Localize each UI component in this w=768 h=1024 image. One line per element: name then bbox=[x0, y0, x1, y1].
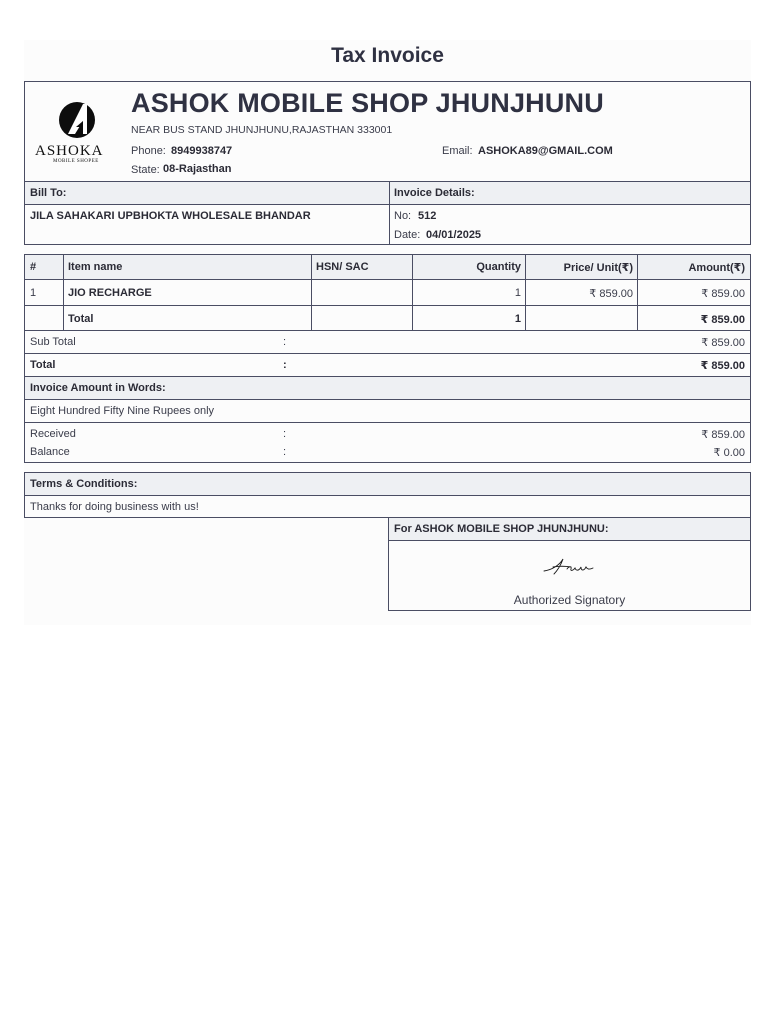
items-table bbox=[24, 254, 751, 331]
column-header: Amount(₹) bbox=[688, 262, 745, 274]
total-row-amount: ₹ 859.00 bbox=[700, 314, 745, 326]
column-header: Price/ Unit(₹) bbox=[563, 262, 633, 274]
subtotal-value: ₹ 859.00 bbox=[701, 337, 745, 349]
total-colon: : bbox=[283, 359, 287, 371]
shop-name: ASHOK MOBILE SHOP JHUNJHUNU bbox=[131, 88, 604, 118]
shop-header bbox=[24, 81, 751, 182]
balance-colon: : bbox=[283, 446, 287, 458]
received-label: Received bbox=[30, 428, 76, 440]
invoice-page bbox=[24, 40, 751, 625]
invoice-details-heading: Invoice Details: bbox=[394, 187, 475, 199]
received-value: ₹ 859.00 bbox=[701, 429, 745, 441]
row-item-name: JIO RECHARGE bbox=[68, 287, 152, 299]
email-label: Email: bbox=[442, 145, 473, 157]
shop-address: NEAR BUS STAND JHUNJHUNU,RAJASTHAN 333001 bbox=[131, 124, 393, 136]
invoice-no-value: 512 bbox=[418, 210, 437, 222]
total-row-label: Total bbox=[68, 313, 94, 325]
terms-section bbox=[24, 472, 751, 518]
billing-header-bar bbox=[25, 182, 750, 204]
terms-heading: Terms & Conditions: bbox=[30, 478, 138, 490]
terms-text: Thanks for doing business with us! bbox=[30, 501, 199, 513]
invoice-date-label: Date: bbox=[394, 229, 421, 241]
amount-in-words-heading: Invoice Amount in Words: bbox=[30, 382, 166, 394]
state-value: 08-Rajasthan bbox=[163, 163, 232, 175]
column-header: # bbox=[30, 261, 37, 273]
billing-section bbox=[24, 181, 751, 245]
state-label: State: bbox=[131, 164, 160, 176]
total-label: Total bbox=[30, 359, 56, 371]
logo-mark-icon bbox=[57, 101, 97, 139]
authorized-signatory-label: Authorized Signatory bbox=[513, 593, 626, 607]
column-header: Quantity bbox=[476, 261, 521, 273]
invoice-date-value: 04/01/2025 bbox=[426, 229, 482, 241]
email-value: ASHOKA89@GMAIL.COM bbox=[478, 145, 613, 157]
received-colon: : bbox=[283, 428, 287, 440]
subtotal-colon: : bbox=[283, 336, 287, 348]
summary-section bbox=[24, 330, 751, 463]
logo-subtext: MOBILE SHOPEE bbox=[53, 159, 99, 164]
balance-label: Balance bbox=[30, 446, 70, 458]
bill-to-heading: Bill To: bbox=[30, 187, 67, 199]
total-value: ₹ 859.00 bbox=[700, 360, 745, 372]
total-row-quantity: 1 bbox=[514, 313, 521, 325]
logo-text: ASHOKA bbox=[35, 143, 104, 159]
phone-value: 8949938747 bbox=[171, 145, 233, 157]
row-price: ₹ 859.00 bbox=[589, 288, 633, 300]
document-title: Tax Invoice bbox=[331, 44, 444, 67]
phone-label: Phone: bbox=[131, 145, 166, 157]
signatory-section bbox=[388, 517, 751, 611]
invoice-no-label: No: bbox=[394, 210, 412, 222]
row-amount: ₹ 859.00 bbox=[701, 288, 745, 300]
amount-in-words: Eight Hundred Fifty Nine Rupees only bbox=[30, 405, 215, 417]
row-quantity: 1 bbox=[514, 287, 521, 299]
balance-value: ₹ 0.00 bbox=[713, 447, 745, 459]
row-index: 1 bbox=[30, 287, 37, 299]
column-header: Item name bbox=[68, 261, 123, 273]
shop-logo bbox=[25, 82, 129, 181]
subtotal-label: Sub Total bbox=[30, 336, 76, 348]
bill-to-name: JILA SAHAKARI UPBHOKTA WHOLESALE BHANDAR bbox=[30, 210, 311, 222]
signature-image bbox=[541, 554, 597, 578]
column-header: HSN/ SAC bbox=[316, 261, 369, 273]
signatory-heading: For ASHOK MOBILE SHOP JHUNJHUNU: bbox=[394, 523, 609, 535]
